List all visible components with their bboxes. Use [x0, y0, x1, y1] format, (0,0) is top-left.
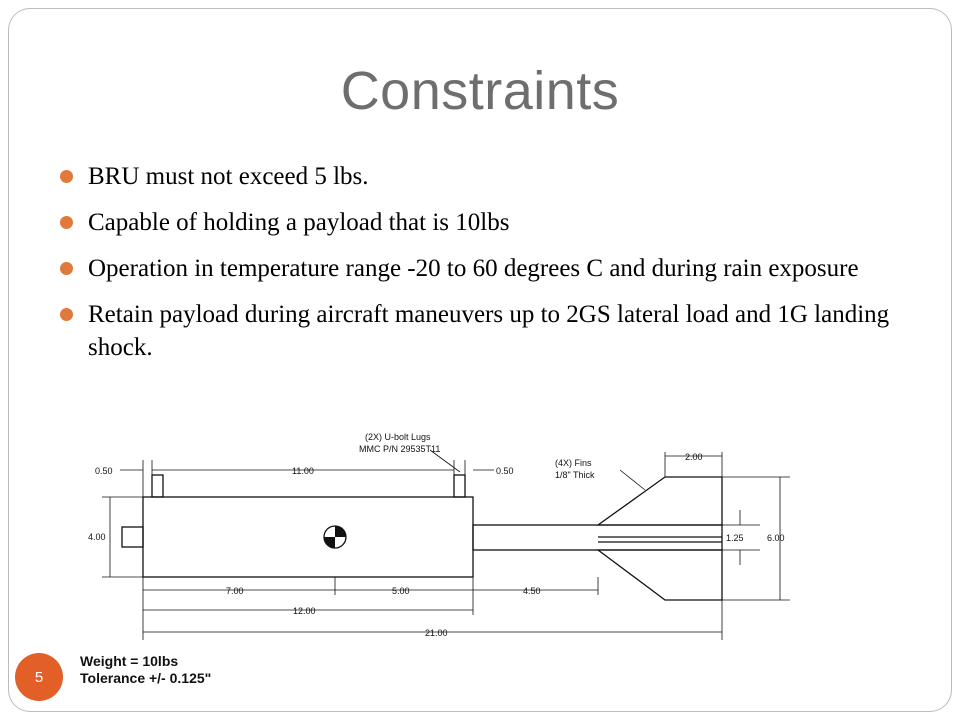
bullet-item [60, 206, 900, 239]
u-bolt-lug-left [152, 475, 163, 497]
bullet-text: Retain payload during aircraft maneuvers up to 2GS lateral load and 1G landing shock. [88, 301, 890, 361]
dim-5-00: 5.00 [392, 586, 410, 596]
dim-0-50-left: 0.50 [95, 466, 113, 476]
dim-6-00: 6.00 [767, 533, 785, 543]
bullet-dot-icon [60, 170, 73, 183]
bullet-item [60, 252, 900, 285]
bullet-text: Capable of holding a payload that is 10lbs [88, 209, 510, 236]
slide-title: Constraints [340, 61, 620, 121]
bullet-dot-icon [60, 262, 73, 275]
bullet-item [60, 298, 900, 364]
payload-nose [122, 527, 143, 547]
bullet-text: BRU must not exceed 5 lbs. [88, 163, 369, 190]
bullet-dot-icon [60, 308, 73, 321]
weight-note: Weight = 10lbs [80, 653, 179, 669]
dim-21-00: 21.00 [425, 628, 448, 638]
dim-12-00: 12.00 [293, 606, 316, 616]
payload-dimension-drawing [80, 430, 810, 700]
payload-body [143, 497, 473, 577]
dim-4-00: 4.00 [88, 532, 106, 542]
bullet-list [60, 160, 900, 377]
fins-label-line2: 1/8" Thick [555, 470, 595, 480]
dim-4-50: 4.50 [523, 586, 541, 596]
bullet-item [60, 160, 900, 193]
lugs-label-line2: MMC P/N 29535T11 [359, 444, 441, 454]
center-of-gravity-icon [324, 526, 346, 548]
fin-lower [598, 550, 722, 600]
page-number-badge: 5 [15, 653, 63, 701]
lugs-label-line1: (2X) U-bolt Lugs [365, 432, 431, 442]
dim-11-00: 11.00 [292, 466, 314, 476]
u-bolt-lug-right [454, 475, 465, 497]
bullet-text: Operation in temperature range -20 to 60 degrees C and during rain exposure [88, 255, 859, 282]
dim-1-25: 1.25 [726, 533, 744, 543]
dim-2-00: 2.00 [685, 452, 703, 462]
fin-upper [598, 477, 722, 525]
dim-7-00: 7.00 [226, 586, 244, 596]
fins-label-line1: (4X) Fins [555, 458, 592, 468]
bullet-dot-icon [60, 216, 73, 229]
tolerance-note: Tolerance +/- 0.125" [80, 670, 212, 686]
dim-0-50-right: 0.50 [496, 466, 514, 476]
